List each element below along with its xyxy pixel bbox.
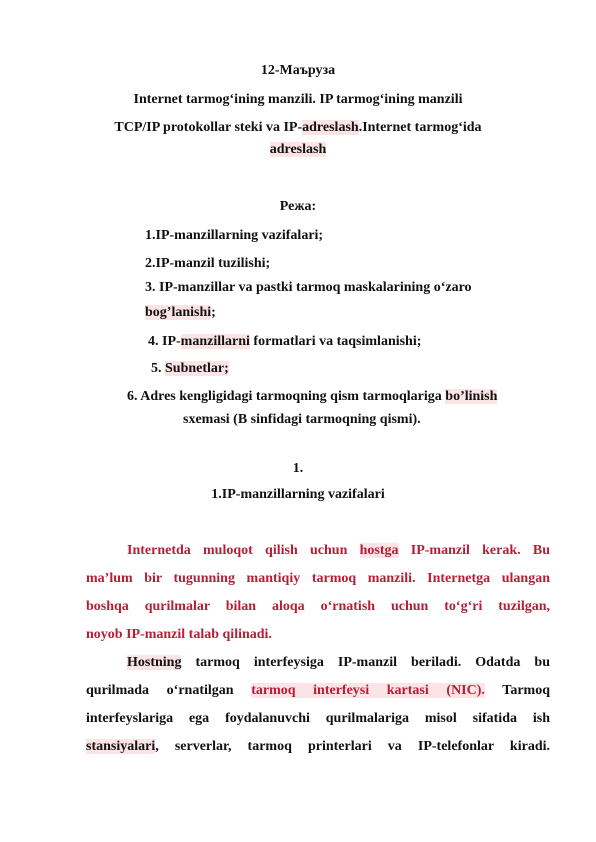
paragraph-2-line-4 <box>86 738 550 756</box>
lecture-number-text: 12-Маъруза <box>260 63 336 78</box>
plan-item-3-line-1: 3. IP-manzillar va pastki tarmoq maskalarining o‘zaro <box>145 280 472 295</box>
section-title-text: 1.IP-manzillarning vazifalari <box>211 487 385 502</box>
plan-item-5-prefix: 5. <box>151 361 165 376</box>
plan-item-2: 2.IP-manzil tuzilishi; <box>145 256 271 271</box>
title-line-1 <box>0 91 596 109</box>
plan-item-6-highlight: bo’linish <box>445 389 498 404</box>
plan-heading <box>0 198 596 216</box>
p2-l1-rest: tarmoq interfeysiga IP-manzil beriladi. Odatda bu <box>181 655 550 670</box>
section-number-text: 1. <box>292 461 304 476</box>
p2-l4-highlight: stansiyalari <box>86 739 156 754</box>
paragraph-1-line-3: boshqa qurilmalar bilan aloqa o‘rnatish uchun to‘g‘ri tuzilgan, <box>86 599 550 614</box>
paragraph-2-line-2 <box>86 682 550 700</box>
paragraph-2-line-1 <box>127 654 550 672</box>
plan-item-4 <box>148 333 421 351</box>
plan-heading-text: Режа: <box>279 199 317 214</box>
lecture-number <box>0 62 596 80</box>
plan-item-4-suffix: formatlari va taqsimlanishi; <box>249 334 422 349</box>
p1-l1-b: IP-manzil kerak. Bu <box>398 543 550 558</box>
p1-l1-highlight: hostga <box>359 543 399 558</box>
plan-item-4-highlight: manzillarni <box>180 334 250 349</box>
paragraph-2-line-3: interfeyslariga ega foydalanuvchi qurilmalariga misol sifatida ish <box>86 711 550 726</box>
paragraph-1-line-4: noyob IP-manzil talab qilinadi. <box>86 627 272 642</box>
title-line-2-suffix: .Internet tarmog‘ida <box>358 120 482 135</box>
plan-item-1: 1.IP-manzillarning vazifalari; <box>145 228 324 243</box>
plan-item-3-highlight: bog’lanishi <box>145 305 212 320</box>
plan-item-3-line-2 <box>145 304 216 322</box>
plan-item-5-highlight: Subnetlar; <box>165 361 229 376</box>
p2-l4-rest: , serverlar, tarmoq printerlari va IP-telefonlar kiradi. <box>155 739 550 754</box>
paragraph-1-line-2: ma’lum bir tugunning mantiqiy tarmoq manzili. Internetga ulangan <box>86 571 550 586</box>
title-line-2 <box>0 119 596 137</box>
section-number <box>0 460 596 478</box>
plan-item-6-line-1 <box>127 388 497 406</box>
title-line-3 <box>0 141 596 159</box>
p2-l1-highlight: Hostning <box>127 655 182 670</box>
plan-item-6-line-2: sxemasi (B sinfidagi tarmoqning qismi). <box>183 412 421 427</box>
title-line-3-highlight: adreslash <box>269 142 327 157</box>
plan-item-3-suffix: ; <box>211 305 216 320</box>
p1-l1-a: Internetda muloqot qilish uchun <box>127 543 360 558</box>
p2-l2-a: qurilmada o‘rnatilgan <box>86 683 252 698</box>
title-line-2-prefix: TCP/IP protokollar steki va IP- <box>114 120 303 135</box>
plan-item-4-prefix: 4. IP- <box>148 334 181 349</box>
p2-l2-b: Tarmoq <box>484 683 551 698</box>
title-line-1-text: Internet tarmog‘ining manzili. IP tarmog‘ining manzili <box>133 92 463 107</box>
plan-item-6-prefix: 6. Adres kengligidagi tarmoqning qism tarmoqlariga <box>127 389 446 404</box>
plan-item-5 <box>151 360 229 378</box>
paragraph-1-line-1 <box>127 542 550 560</box>
title-line-2-highlight: adreslash <box>302 120 359 135</box>
section-title <box>0 486 596 504</box>
p2-l2-red: tarmoq interfeysi kartasi (NIC). <box>251 683 485 698</box>
